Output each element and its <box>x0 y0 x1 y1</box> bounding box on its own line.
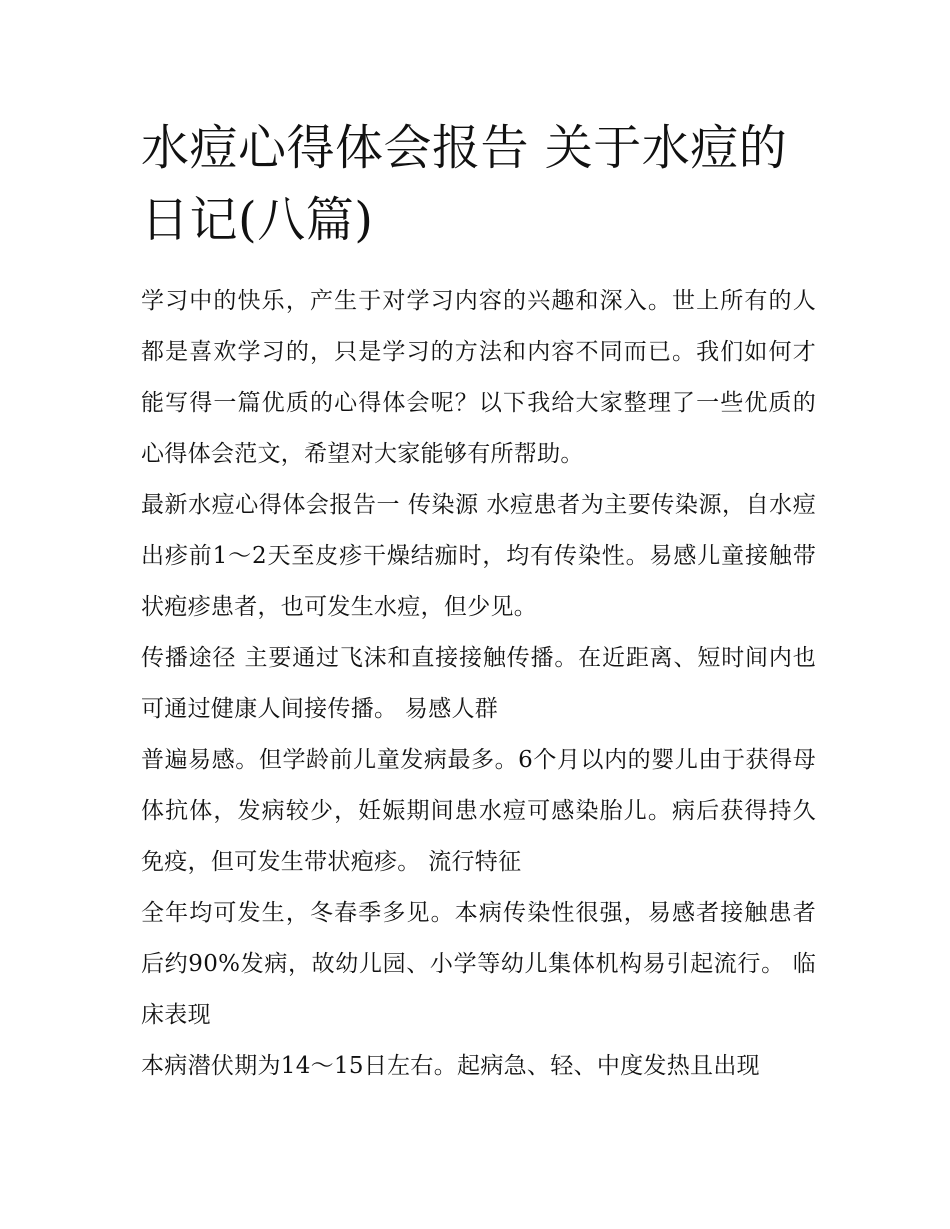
document-title: 水痘心得体会报告 关于水痘的日记(八篇) <box>141 120 788 248</box>
paragraph-epidemic-features: 全年均可发生，冬春季多见。本病传染性很强，易感者接触患者后约90%发病，故幼儿园、小学等幼儿集体机构易引起流行。 临床表现 <box>141 900 816 1028</box>
paragraph-infection-source: 最新水痘心得体会报告一 传染源 水痘患者为主要传染源，自水痘出疹前1～2天至皮疹干燥结痂时，均有传染性。易感儿童接触带状疱疹患者，也可发生水痘，但少见。 <box>141 492 816 620</box>
paragraph-intro: 学习中的快乐，产生于对学习内容的兴趣和深入。世上所有的人都是喜欢学习的，只是学习的方法和内容不同而已。我们如何才能写得一篇优质的心得体会呢？以下我给大家整理了一些优质的心得体会范文，希望对大家能够有所帮助。 <box>141 288 816 467</box>
paragraph-transmission-route: 传播途径 主要通过飞沫和直接接触传播。在近距离、短时间内也可通过健康人间接传播。 易感人群 <box>141 645 816 722</box>
document-body <box>141 112 816 1092</box>
paragraph-clinical-manifestation: 本病潜伏期为14～15日左右。起病急、轻、中度发热且出现 <box>141 1053 760 1079</box>
paragraph-susceptible-population: 普遍易感。但学龄前儿童发病最多。6个月以内的婴儿由于获得母体抗体，发病较少，妊娠期间患水痘可感染胎儿。病后获得持久免疫，但可发生带状疱疹。 流行特征 <box>141 747 816 875</box>
